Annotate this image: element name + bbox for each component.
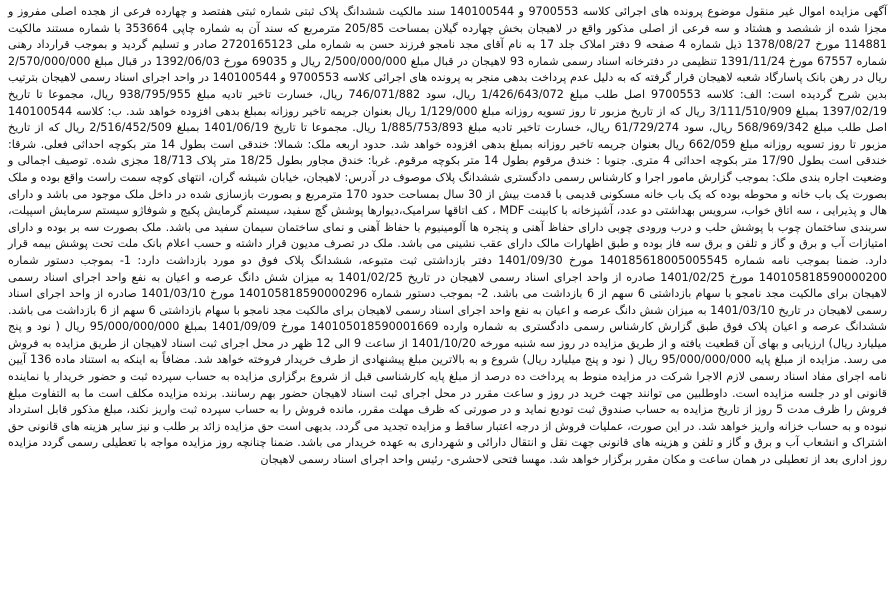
auction-notice-text: آگهی مزایده اموال غیر منقول موضوع پرونده های اجرائی کلاسه 9700553 و 140100544 سند مالکیت ششدانگ پلاک ثبتی شماره ثبتی هفتصد و چهارده فرعی از هجده اصلی مفروز و مجزا شده از ششصد و هشتاد و سه فرعی از اصلی مذکور واقع در لاهیجان بخش چهارده گیلان بمساحت 205/85 مترمربع که سند آن به شماره چاپی 353664 با شماره مستند مالکیت 114881 مورخ 1378/08/27 ذیل شماره 4 صفحه 9 دفتر املاک جلد 17 به نام آقای مجد نامجو فرزند حسن به شماره ملی 2720165123 صادر و تسلیم گردید و بموجب قرارداد رهنی شماره 67557 مورخ 1391/11/24 تنظیمی در دفترخانه اسناد رسمی شماره 93 لاهیجان در قبال مبلغ 2/500/000/000 ریال و 69035 مورخ 1392/06/03 در قبال مبلغ 2/570/000/000 ریال در رهن بانک پاسارگاد شعبه لاهیجان قرار گرفته که به دلیل عدم پرداخت بدهی منجر به پرونده های اجرائی کلاسه 9700553 و 140100544 در واحد اجرای اسناد رسمی لاهیجان بترتیب بدین شرح گردیده است: الف: کلاسه 9700553 اصل طلب مبلغ 1/426/643/072 ریال، سود 746/071/882 ریال، خسارت تاخیر تادیه مبلغ 938/795/955 ریال، مجموعا تا تاریخ 1397/02/19 بمبلغ 3/111/510/909 ریال که از تاریخ مزبور تا روز تسویه روزانه مبلغ 1/129/000 ریال بعنوان جریمه تاخیر روزانه بمبلغ بدهی افزوده خواهد شد. ب: کلاسه 140100544 اصل طلب مبلغ 568/969/342 ریال، سود 61/729/274 ریال، خسارت تاخیر تادیه مبلغ 1/885/753/893 ریال. مجموعا تا تاریخ 1401/06/19 بمبلغ 2/516/452/509 ریال که از تاریخ مزبور تا روز تسویه روزانه مبلغ 662/059 ریال بعنوان جریمه تاخیر روزانه بمبلغ بدهی افزوده خواهد شد. حدود اربعه ملک: شمالا: خندقی است بطول 14 متر بکوچه احداثی فعلی. شرقا: خندقی است بطول 17/90 متر بکوچه احداثی 4 متری. جنوبا : خندق مرقوم بطول 14 متر بکوچه مرقوم. غربا: خندق مجاور بطول 18/25 متر پلاک 18/713 مجزی شده. توصیف اجمالی و وضعیت اجاره بندی ملک: بموجب گزارش مامور اجرا و کارشناس رسمی دادگستری ششدانگ پلاک موصوف در آدرس: لاهیجان، خیابان شیشه گران، انتهای کوچه سمت راست واقع بوده و ملک بصورت یک باب خانه و محوطه بوده که یک باب خانه مسکونی قدیمی با قدمت بیش از 30 سال بمساحت حدود 170 مترمربع و بصورت بازسازی شده در داخل ملک موجود می باشد و دارای هال و پذیرایی ، سه اتاق خواب، سرویس بهداشتی دو عدد، آشپزخانه با کابینت MDF ، کف اتاقها سرامیک،دیوارها پوشش گچ سفید، سیستم گرمایش پکیج و شوفاژو سیستم سرمایش اسپیلت، سربندی ساختمان چوب با پوشش حلب و درب ورودی چوبی دارای حفاظ آهنی و پنجره ها آلومینیوم با حفاظ آهنی و نمای ساختمان سیمان سفید می باشد. ملک بصورت سه بر بوده و دارای امتیازات آب و برق و گاز و تلفن و برق سه فاز بوده و طبق اظهارات مالک دارای عقب نشینی می باشد. ملک در تصرف مدیون قرار داشته و حسب اعلام بانک ملت تحت پوشش بیمه قرار دارد. ضمنا بموجب نامه شماره 140185618005005545 مورخ 1401/09/30 دفتر بازداشتی ثبت متبوعه، ششدانگ پلاک فوق دو مورد بازداشت دارد: 1- بموجب دستور شماره 140105818590000200 مورخ 1401/02/25 صادره از واحد اجرای اسناد رسمی لاهیجان در تاریخ 1401/02/25 به میزان شش دانگ عرصه و اعیان به نفع واحد اجرای اسناد رسمی لاهیجان برای مالکیت مجد نامجو با سهام بازداشتی 6 سهم از 6 بازداشت می باشد. 2- بموجب دستور شماره 140105818590000296 مورخ 1401/03/10 صادره از واحد اجرای اسناد رسمی لاهیجان در تاریخ 1401/03/10 به میزان شش دانگ عرصه و اعیان به نفع واحد اجرای اسناد رسمی لاهیجان برای مالکیت مجد نامجو با سهام بازداشتی 6 سهم از 6 بازداشت می باشد. ششدانگ عرصه و اعیان پلاک فوق طبق گزارش کارشناس رسمی دادگستری به شماره وارده 140105018590001669 مورخ 1401/09/09 بمبلغ 95/000/000/000 ریال ( نود و پنج میلیارد ریال) ارزیابی و بهای آن قطعیت یافته و از طریق مزایده در روز سه شنبه مورخه 1401/10/20 از ساعت 9 الی 12 ظهر در محل اجرای ثبت اسناد لاهیجان از طریق مزایده به فروش می رسد. مزایده از مبلغ پایه 95/000/000/000 ریال ( نود و پنج میلیارد ریال) شروع و به بالاترین مبلغ پیشنهادی از طرف خریدار فروخته خواهد شد. مضافاً به اینکه به استناد ماده 136 آیین نامه اجرای مفاد اسناد رسمی لازم الاجرا شرکت در مزایده منوط به پرداخت ده درصد از مبلغ پایه کارشناسی قبل از شروع برگزاری مزایده به حساب سپرده ثبت و حضور خریدار یا نماینده قانونی او در جلسه مزایده است. داوطلبین می توانند جهت خرید در روز و ساعت مقرر در محل اجرای ثبت اسناد لاهیجان حضور بهم رسانند. برنده مزایده مکلف است ما به التفاوت مبلغ فروش را ظرف مدت 5 روز از تاریخ مزایده به حساب صندوق ثبت تودیع نماید و در صورتی که ظرف مهلت مقرر، مانده فروش را به حساب سپرده ثبت واریز نکند، مبلغ مذکور قابل استرداد نبوده و به حساب خزانه واریز خواهد شد. در این صورت، عملیات فروش از درجه اعتبار ساقط و مزایده تجدید می گردد. بدیهی است حق مزایده زائد بر طلب و نیز سایر هزینه های قانونی حق اشتراک و انشعاب آب و برق و گاز و تلفن و هزینه های قانونی جهت نقل و انتقال دارائی و شهرداری به عهده خریدار می باشد. ضمنا چنانچه روز مزایده مواجه با تعطیلی رسمی گردد مزایده روز اداری بعد از تعطیلی در همان ساعت و مکان مقرر برگزار خواهد شد. مهسا فتحی لاحشری- رئیس واحد اجرای اسناد رسمی لاهیجان [8,5,888,467]
